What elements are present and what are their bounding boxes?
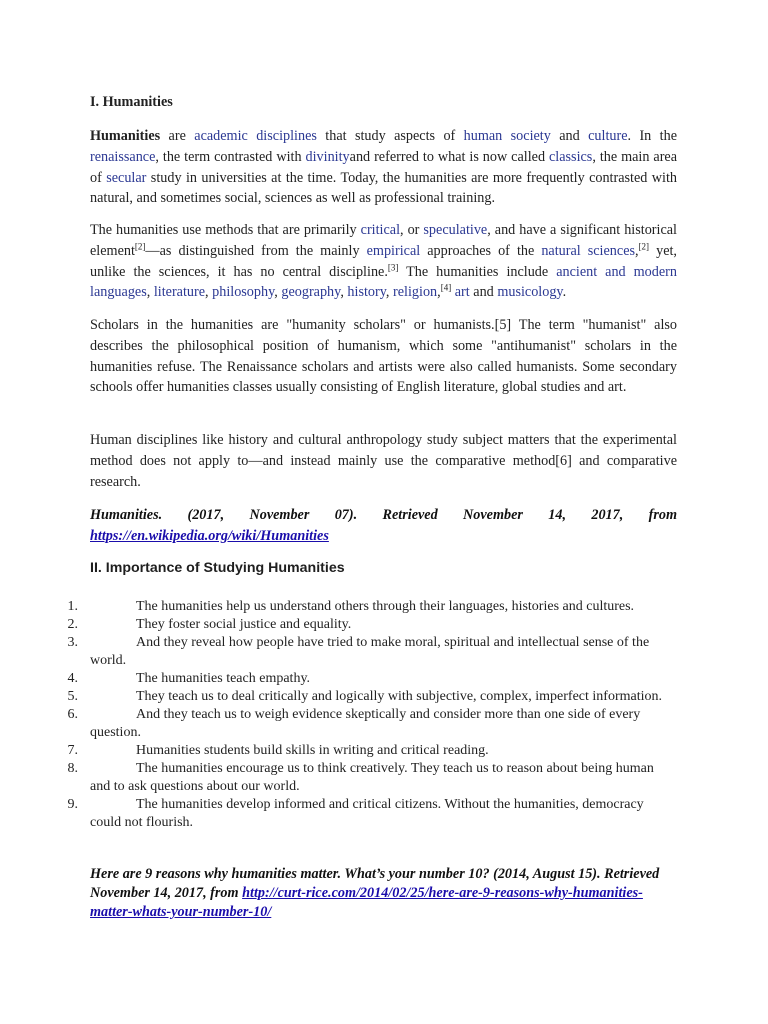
text-run: study in universities at the time. Today, the humanities are more frequently contrasted with natural, and sometimes social, sciences as well as professional training.	[90, 169, 677, 207]
text-run: ,	[437, 284, 441, 301]
list-item	[0, 706, 768, 742]
wiki-link[interactable]: divinity	[305, 148, 350, 165]
citation-marker[interactable]: [4]	[440, 282, 452, 293]
list-item-number: 2.	[67, 617, 78, 632]
text-run: , the main area of	[90, 148, 678, 186]
wiki-link[interactable]: literature	[153, 284, 206, 301]
reference-curt-rice-link[interactable]: http://curt-rice.com/2014/02/25/here-are-9-reasons-why-humanities-matter-whats-your-number-10/	[90, 885, 643, 920]
list-item	[0, 742, 768, 760]
bold-term: Humanities	[90, 128, 161, 144]
list-item-number: 4.	[67, 671, 78, 686]
list-item	[0, 634, 768, 670]
text-run: and referred to what is now called	[349, 148, 549, 165]
text-run: . In the	[627, 128, 677, 144]
wiki-link[interactable]: human society	[463, 128, 551, 144]
text-run: are	[160, 128, 195, 144]
list-item-text: They foster social justice and equality.	[136, 617, 352, 632]
reference-wikipedia-link[interactable]: https://en.wikipedia.org/wiki/Humanities	[90, 527, 329, 544]
list-item	[0, 616, 768, 634]
list-item-number: 5.	[67, 689, 78, 704]
list-item	[0, 688, 768, 706]
wiki-link[interactable]: culture	[588, 128, 628, 144]
list-item-text: The humanities help us understand others through their languages, histories and cultures.	[136, 599, 635, 614]
text-run: ,	[385, 284, 394, 301]
wiki-link[interactable]: critical	[360, 222, 401, 238]
list-item-number: 9.	[67, 797, 78, 812]
reference-wikipedia	[90, 505, 677, 547]
wiki-link[interactable]: natural sciences	[541, 242, 636, 259]
reference-curt-rice	[90, 865, 677, 922]
wiki-link[interactable]: speculative	[423, 222, 488, 238]
list-item-text: The humanities teach empathy.	[136, 671, 311, 686]
reasons-list	[0, 598, 768, 832]
text-run: approaches of the	[420, 242, 542, 259]
list-item-text: And they reveal how people have tried to make moral, spiritual and intellectual sense of the world.	[90, 635, 650, 668]
reference-wikipedia-text: Humanities. (2017, November 07). Retrieved November 14, 2017, from	[90, 507, 677, 523]
text-run: The humanities include	[398, 263, 557, 280]
wiki-link[interactable]: ancient and modern languages	[90, 263, 677, 301]
citation-marker[interactable]: [3]	[387, 261, 399, 272]
paragraph-human-disciplines: Human disciplines like history and cultural anthropology study subject matters that the experimental method does not apply to—and instead mainly use the comparative method[6] and comparative research.	[90, 432, 677, 490]
list-item	[0, 598, 768, 616]
list-item-number: 6.	[67, 707, 78, 722]
wiki-link[interactable]: religion	[393, 284, 438, 301]
text-run: , the term contrasted with	[155, 148, 306, 165]
section-heading-importance: II. Importance of Studying Humanities	[90, 560, 345, 576]
wiki-link[interactable]: classics	[548, 148, 593, 165]
list-item-number: 8.	[67, 761, 78, 776]
citation-marker[interactable]: [2]	[638, 241, 650, 252]
wiki-link[interactable]: history	[347, 284, 386, 301]
citation-marker[interactable]: [2]	[134, 241, 146, 252]
list-item-text: The humanities develop informed and critical citizens. Without the humanities, democracy could not flourish.	[90, 797, 644, 830]
list-item-number: 1.	[67, 599, 78, 614]
paragraph-humanities-methods	[90, 220, 677, 303]
list-item-number: 7.	[67, 743, 78, 758]
list-item-number: 3.	[67, 635, 78, 650]
text-run: —as distinguished from the mainly	[145, 242, 367, 259]
wiki-link[interactable]: philosophy	[212, 284, 275, 301]
list-item-text: They teach us to deal critically and logically with subjective, complex, imperfect information.	[136, 689, 662, 704]
wiki-link[interactable]: renaissance	[90, 148, 156, 165]
text-run: and	[469, 284, 498, 301]
text-run: and	[550, 128, 589, 144]
text-run: ,	[205, 284, 213, 301]
text-run: The humanities use methods that are primarily	[90, 222, 361, 238]
wiki-link[interactable]: geography	[281, 284, 341, 301]
paragraph-humanities-scholars: Scholars in the humanities are "humanity scholars" or humanists.[5] The term "humanist" also describes the philosophical position of humanism, which some "antihumanist" scholars in the humanities refuse. The Renaissance scholars and artists were also called humanists. Some secondary schools offer humanities classes usually consisting of English literature, global studies and art.	[90, 317, 677, 396]
wiki-link[interactable]: secular	[106, 169, 147, 186]
text-run: that study aspects of	[316, 128, 464, 144]
text-run: .	[562, 284, 567, 301]
paragraph-humanities-definition	[90, 126, 677, 209]
list-item	[0, 670, 768, 688]
reference-curt-rice-text: Here are 9 reasons why humanities matter. What’s your number 10? (2014, August 15). Retrieved November 14, 2017, from	[90, 866, 660, 901]
list-item-text: And they teach us to weigh evidence skeptically and consider more than one side of every question.	[90, 707, 641, 740]
text-run: yet, unlike the sciences, it has no central discipline.	[90, 242, 677, 280]
list-item	[0, 760, 768, 796]
text-run: ,	[340, 284, 348, 301]
list-item-text: Humanities students build skills in writing and critical reading.	[136, 743, 489, 758]
list-item	[0, 796, 768, 832]
section-heading-humanities: I. Humanities	[90, 94, 173, 110]
text-run: , or	[400, 222, 424, 238]
wiki-link[interactable]: empirical	[366, 242, 421, 259]
text-run: ,	[146, 284, 154, 301]
wiki-link[interactable]: art	[454, 284, 470, 301]
text-run: ,	[635, 242, 639, 259]
text-run: , and have a significant historical element	[90, 222, 677, 259]
text-run: ,	[274, 284, 282, 301]
list-item-text: The humanities encourage us to think creatively. They teach us to reason about being human and to ask questions about our world.	[90, 761, 654, 794]
wiki-link[interactable]: academic disciplines	[194, 128, 317, 144]
wiki-link[interactable]: musicology	[497, 284, 563, 301]
